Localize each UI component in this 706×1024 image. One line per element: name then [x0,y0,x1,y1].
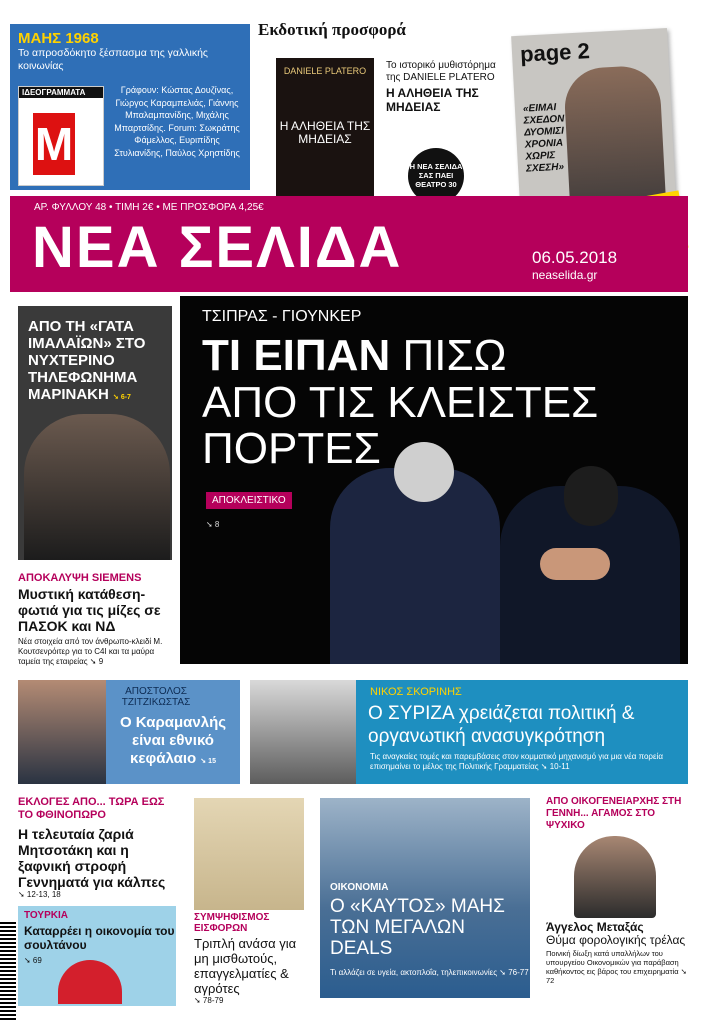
elections-headline: Η τελευταία ζαριά Μητσοτάκη και η ξαφνική στροφή Γεννηματά για κάλπες [18,826,166,890]
tzitzikostas-quote-text: Ο Καραμανλής είναι εθνικό κεφάλαιο [119,714,227,767]
siemens-story[interactable] [18,572,172,667]
siemens-headline: Μυστική κατάθεση-φωτιά για τις μίζες σε ΠΑΣΟΚ και ΝΔ [18,586,161,634]
contributions-kicker: ΣΥΜΨΗΦΙΣΜΟΣ ΕΙΣΦΟΡΩΝ [194,912,270,934]
turkey-headline: Καταρρέει η οικονομία του σουλτάνου [24,924,175,952]
tzitzikostas-quote [114,714,232,771]
contributions-story[interactable] [194,912,314,1005]
offer-heading: Εκδοτική προσφορά [258,20,406,39]
elections-story[interactable] [18,796,180,899]
skorinis-story[interactable] [250,680,688,784]
skorinis-name: ΝΙΚΟΣ ΣΚΟΡΙΝΗΣ [370,686,462,698]
economy-headline: Ο «ΚΑΥΤΟΣ» ΜΑΗΣ ΤΩΝ ΜΕΓΑΛΩΝ DEALS [330,896,505,959]
turkish-flag-image [58,960,122,1004]
economy-story[interactable] [320,798,530,998]
economy-kicker: ΟΙΚΟΝΟΜΙΑ [330,882,389,893]
turkey-kicker: ΤΟΥΡΚΙΑ [24,910,68,921]
turkey-story[interactable] [18,906,176,1006]
marinakis-page-ref: ➘ 6-7 [113,394,131,401]
newspaper-title: ΝΕΑ ΣΕΛΙΔΑ [32,215,403,280]
elections-kicker: ΕΚΛΟΓΕΣ ΑΠΟ... ΤΩΡΑ ΕΩΣ ΤΟ ΦΘΙΝΟΠΩΡΟ [18,796,165,821]
offer-description [386,60,508,114]
masthead [10,196,688,292]
promo-credits: Γράφουν: Κώστας Δουζίνας, Γιώργος Καραμπελιάς, Γιάννης Μπαλαμπανίδης, Μιχάλης Μπαρτσίδης. Forum: Σωκράτης Φάμελλος, Ευριπίδης Στυλιανίδης, Παύλος Χρηστίδης [114,85,240,158]
hand-on-back [540,548,610,580]
lead-headline-rest: ΠΙΣΩ [402,331,507,380]
supplement-thumbnail [18,86,104,186]
tzitzikostas-name: ΑΠΟΣΤΟΛΟΣ ΤΖΙΤΖΙΚΩΣΤΑΣ [121,686,191,708]
metaxas-name: Άγγελος Μεταξάς [546,920,644,934]
issue-date: 06.05.2018 [532,248,618,267]
tsipras-head [564,466,618,526]
tzitzikostas-page-ref: ➘ 15 [200,758,216,765]
tzitzikostas-photo [18,680,106,784]
marinakis-headline [28,318,172,406]
metaxas-kicker: ΑΠΟ ΟΙΚΟΓΕΝΕΙΑΡΧΗΣ ΣΤΗ ΓΕΝΝΗ... ΑΓΑΜΟΣ ΣΤΟ ΨΥΧΙΚΟ [546,796,682,831]
page2-logo: page 2 [519,38,591,67]
turkey-page-ref: ➘ 69 [24,956,42,965]
offer-desc-line: Το ιστορικό μυθιστόρημα της DANIELE PLATERO [386,60,496,83]
lead-headline-line2-text: ΑΠΟ ΤΙΣ ΚΛΕΙΣΤΕΣ ΠΟΡΤΕΣ [202,378,599,473]
metaxas-story[interactable] [546,796,688,985]
euro-notes-photo [194,798,304,910]
lead-page-ref: ➘ 8 [206,520,220,529]
lead-headline [202,331,507,380]
marinakis-photo [24,414,170,560]
lead-kicker: ΤΣΙΠΡΑΣ - ΓΙΟΥΝΚΕΡ [202,308,362,325]
contributions-page-ref: ➘ 78-79 [194,996,224,1005]
supplement-name: ΙΔΕΟΓΡΑΜΜΑΤΑ [19,87,103,98]
siemens-kicker: ΑΠΟΚΑΛΥΨΗ SIEMENS [18,572,142,584]
marinakis-story[interactable] [18,306,172,560]
issue-meta: ΑΡ. ΦΥΛΛΟΥ 48 • ΤΙΜΗ 2€ • ΜΕ ΠΡΟΣΦΟΡΑ 4,25€ [34,202,264,213]
metaxas-photo [574,836,656,918]
m-poster-image: M [33,113,75,175]
website-link[interactable]: neaselida.gr [532,268,598,282]
lead-headline-line2 [202,380,642,472]
lead-headline-bold: ΤΙ ΕΙΠΑΝ [202,331,391,380]
promo-mais-1968[interactable] [10,24,250,190]
elections-page-ref: ➘ 12-13, 18 [18,890,61,899]
offer-desc-title: Η ΑΛΗΘΕΙΑ ΤΗΣ ΜΗΔΕΙΑΣ [386,86,479,114]
book-offer[interactable] [258,20,508,196]
exclusive-tag: ΑΠΟΚΛΕΙΣΤΙΚΟ [206,492,292,509]
skorinis-photo [250,680,356,784]
metaxas-desc: Ποινική δίωξη κατά υπαλλήλων του υπουργείου Οικονομικών για παράβαση καθήκοντος εις βάρος του επιχειρηματία ➘ 72 [546,949,687,985]
tzitzikostas-story[interactable] [18,680,240,784]
skorinis-headline: Ο ΣΥΡΙΖΑ χρειάζεται πολιτική & οργανωτική ανασυγκρότηση [368,703,635,747]
skorinis-desc: Τις αναγκαίες τομές και παρεμβάσεις στον κομματικό μηχανισμό για μια νέα πορεία επισημαίνει το μέλος της Πολιτικής Γραμματείας ➘ 10-11 [370,752,663,771]
promo-title: ΜΑΗΣ 1968 [18,30,99,47]
marinakis-headline-text: ΑΠΟ ΤΗ «ΓΑΤΑ ΙΜΑΛΑΪΩΝ» ΣΤΟ ΝΥΧΤΕΡΙΝΟ ΤΗΛΕΦΩΝΗΜΑ ΜΑΡΙΝΑΚΗ [28,318,146,403]
siemens-desc: Νέα στοιχεία από τον άνθρωπο-κλειδί Μ. Κουτσενρόιτερ για το C4I και τα μαύρα ταμεία της εταιρείας ➘ 9 [18,637,163,666]
book-author: DANIELE PLATERO [283,66,367,76]
promo-subtitle: Το απροσδόκητο ξέσπασμα της γαλλικής κοινωνίας [18,47,208,72]
metaxas-quote: Θύμα φορολογικής τρέλας [546,933,686,947]
page2-quote: «ΕΙΜΑΙ ΣΧΕΔΟΝ ΔΥΟΜΙΣΙ ΧΡΟΝΙΑ ΧΩΡΙΣ ΣΧΕΣΗ» [522,101,565,175]
barcode [0,920,16,1020]
book-cover [276,58,374,202]
theatre-badge: Η ΝΕΑ ΣΕΛΙΔΑ ΣΑΣ ΠΑΕΙ ΘΕΑΤΡΟ 30 [408,148,464,204]
book-title: Η ΑΛΗΘΕΙΑ ΤΗΣ ΜΗΔΕΙΑΣ [279,119,371,146]
economy-desc: Τι αλλάζει σε υγεία, ακτοπλοΐα, τηλεπικοινωνίες ➘ 76-77 [330,968,529,977]
contributions-headline: Τριπλή ανάσα για μη μισθωτούς, επαγγελματίες & αγρότες [194,936,297,996]
lead-story[interactable] [180,296,688,664]
